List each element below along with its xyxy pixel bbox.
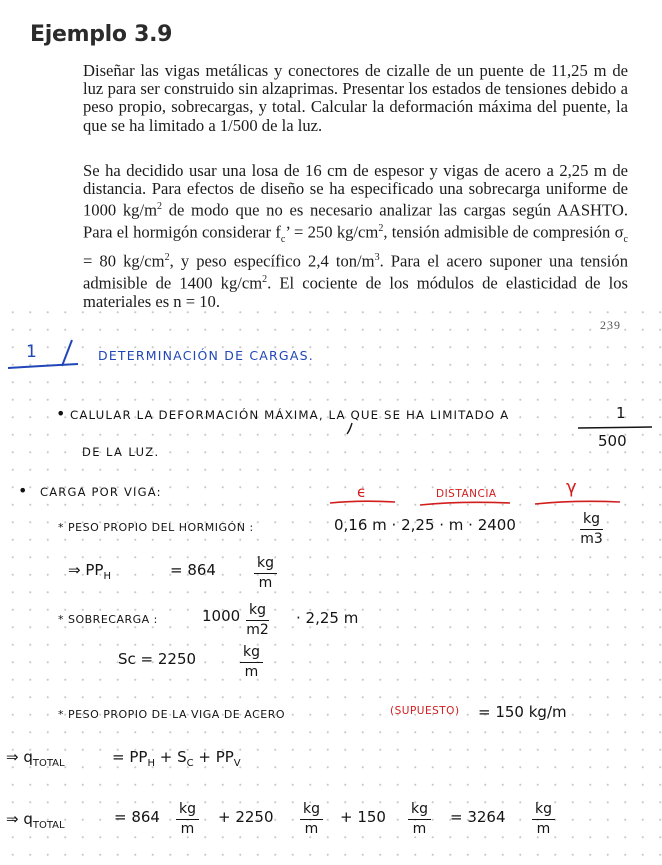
pph-eq: = 864: [170, 561, 216, 579]
qtotal2-864: = 864: [114, 808, 160, 826]
label-gamma: γ: [566, 477, 577, 498]
section-underline: [8, 364, 78, 368]
qtotal2-150: + 150: [340, 808, 386, 826]
bullet2-label: CARGA POR VIGA:: [40, 485, 162, 499]
qtotal-expression: = $PP_H + S_C + PP_V$: [112, 748, 241, 769]
qtotal2-unit-1: $\frac{kg}{m}$: [176, 802, 199, 837]
sobrecarga-tail: · 2,25 m: [296, 609, 359, 627]
qtotal2-2250: + 2250: [218, 808, 274, 826]
label-distancia: DISTANCIA: [436, 488, 497, 500]
bullet1-frac-den: 500: [598, 432, 627, 450]
sobrecarga-value: 1000: [202, 607, 241, 625]
sobrecarga-unit: $\frac{kg}{m2}$: [246, 602, 269, 638]
bullet1-frac-num: 1: [616, 404, 626, 422]
fraction-bar-1-500: [578, 427, 652, 428]
example-title: Ejemplo 3.9: [30, 22, 173, 47]
pph-lhs: ⇒ $PP_H$: [68, 561, 111, 582]
bullet-dot: •: [56, 404, 66, 423]
section-slash: [62, 340, 72, 366]
qtotal-lhs: ⇒ $q_{TOTAL}$: [6, 748, 65, 769]
bullet-dot: •: [18, 481, 28, 500]
qtotal2-unit-2: $\frac{kg}{m}$: [300, 802, 323, 837]
peso-hormigon-unit: $\frac{kg}{m3}$: [580, 511, 603, 547]
problem-paragraph-2: Se ha decidido usar una losa de 16 cm de espesor y vigas de acero a 2,25 m de distancia. Para efectos de diseño se ha especificado una sobrecarga uniforme de 1000 $kg/m^2$ de modo que no es necesario analizar las cargas según AASHTO. Para el hormigón considerar $f_c$’ = 250 $kg/cm^2$, tensión admisible de compresión $\sigma_c = 80$ $kg/cm^2$, y peso específico 2,4 ton/$m^3$. Para el acero suponer una tensión admisible de 1400 $kg/cm^2$. El cociente de los módulos de elasticidad de los materiales es n = 10.: [83, 161, 629, 311]
qtotal2-unit-result: $\frac{kg}{m}$: [532, 802, 555, 837]
section-number: 1: [26, 342, 37, 362]
problem-paragraph-1: Diseñar las vigas metálicas y conectores de cizalle de un puente de 11,25 m de luz para ser construido sin alzaprimas. Presentar los estados de tensiones debido a peso propio, sobrecargas, y total. Calcular la deformación máxima del puente, la que se ha limitado a 1/500 de la luz.: [83, 61, 628, 135]
peso-hormigon-values: 0,16 m · 2,25 · m · 2400: [334, 516, 516, 534]
bullet1-line2: DE LA LUZ.: [82, 445, 160, 459]
distancia-underline: [420, 502, 510, 505]
pph-unit: $\frac{kg}{m}$: [254, 556, 277, 591]
sc-unit: $\frac{kg}{m}$: [240, 645, 263, 680]
peso-hormigon-label: * PESO PROPIO DEL HORMIGÓN :: [58, 521, 254, 534]
peso-viga-value: = 150 kg/m: [478, 703, 567, 721]
qtotal2-result: = 3264: [450, 808, 506, 826]
peso-viga-supuesto: (SUPUESTO): [390, 705, 460, 717]
qtotal2-unit-3: $\frac{kg}{m}$: [408, 802, 431, 837]
peso-viga-label: * PESO PROPIO DE LA VIGA DE ACERO: [58, 708, 285, 721]
epsilon-underline: [330, 501, 395, 503]
section-title: DETERMINACIÓN DE CARGAS.: [98, 348, 314, 363]
gamma-underline: [535, 501, 620, 504]
page-number: 239: [600, 318, 621, 332]
comma-stroke: [347, 423, 352, 434]
bullet1-line1: CALULAR LA DEFORMACIÓN MÁXIMA, LA QUE SE HA LIMITADO A: [70, 408, 510, 422]
sc-lhs: Sc = 2250: [118, 650, 197, 668]
label-epsilon: ϵ: [357, 483, 367, 501]
qtotal2-lhs: ⇒ $q_{TOTAL}$: [6, 810, 65, 831]
sobrecarga-label: * SOBRECARGA :: [58, 613, 158, 626]
